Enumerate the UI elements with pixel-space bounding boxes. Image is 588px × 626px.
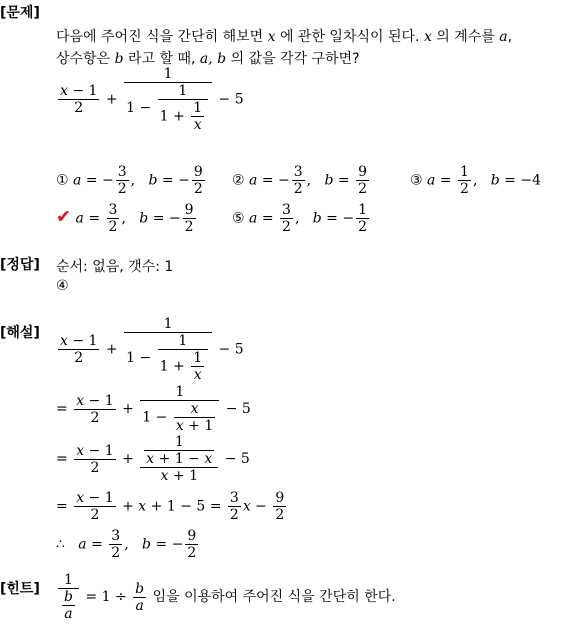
explanation-header: [해설] (0, 325, 40, 341)
hint-expression: $\frac{1}{\frac{b}{a}}$ = 1 ÷ $\frac{b}{a}$ 임을 이용하여 주어진 식을 간단히 한다. (56, 572, 396, 622)
problem-line-2: 상수항은 b 라고 할 때, a, b 의 값을 각각 구하면? (56, 51, 360, 67)
option-3[interactable]: ③ a = $\frac{1}{2}$ , b = −4 (410, 164, 541, 197)
option-5[interactable]: ⑤ a = $\frac{3}{2}$ , b = − $\frac{1}{2}$ (232, 202, 368, 235)
problem-line-1: 다음에 주어진 식을 간단히 해보면 x 에 관한 일차식이 된다. x 의 계수를 a, (56, 29, 513, 45)
answer-order-line: 순서: 없음, 갯수: 1 (56, 259, 174, 275)
explanation-step-1: $\frac{x - 1}{2}$ + 1 1 − 1 1 + $\frac{1}{x}$ − 5 (60, 316, 244, 383)
explanation-step-4: = $\frac{x - 1}{2}$ + x + 1 − 5 = $\frac{3}{2}$ x − $\frac{9}{2}$ (56, 490, 285, 523)
problem-header: [문제] (0, 5, 40, 21)
answer-header: [정답] (0, 257, 40, 273)
option-2[interactable]: ② a = − $\frac{3}{2}$ , b = $\frac{9}{2}$ (232, 164, 368, 197)
explanation-step-2: = $\frac{x - 1}{2}$ + 1 1 − $\frac{x}{x + 1}$ − 5 (56, 384, 251, 434)
problem-expression: $\frac{x - 1}{2}$ + 1 1 − 1 1 + $\frac{1}{x}$ − 5 (60, 66, 244, 133)
explanation-conclusion: ∴ a = $\frac{3}{2}$ , b = − $\frac{9}{2}$ (56, 528, 197, 561)
option-1[interactable]: ① a = − $\frac{3}{2}$ , b = − $\frac{9}{2}$ (56, 164, 203, 197)
hint-header: [힌트] (0, 581, 40, 597)
check-icon: ✔ (56, 206, 72, 228)
explanation-step-3: = $\frac{x - 1}{2}$ + $\frac{\frac{1}{x + 1 - x}}{x + 1}$ − 5 (56, 434, 250, 484)
option-4[interactable]: ✔ a = $\frac{3}{2}$ , b = − $\frac{9}{2}$ (56, 202, 194, 235)
answer-value: ④ (56, 278, 69, 294)
